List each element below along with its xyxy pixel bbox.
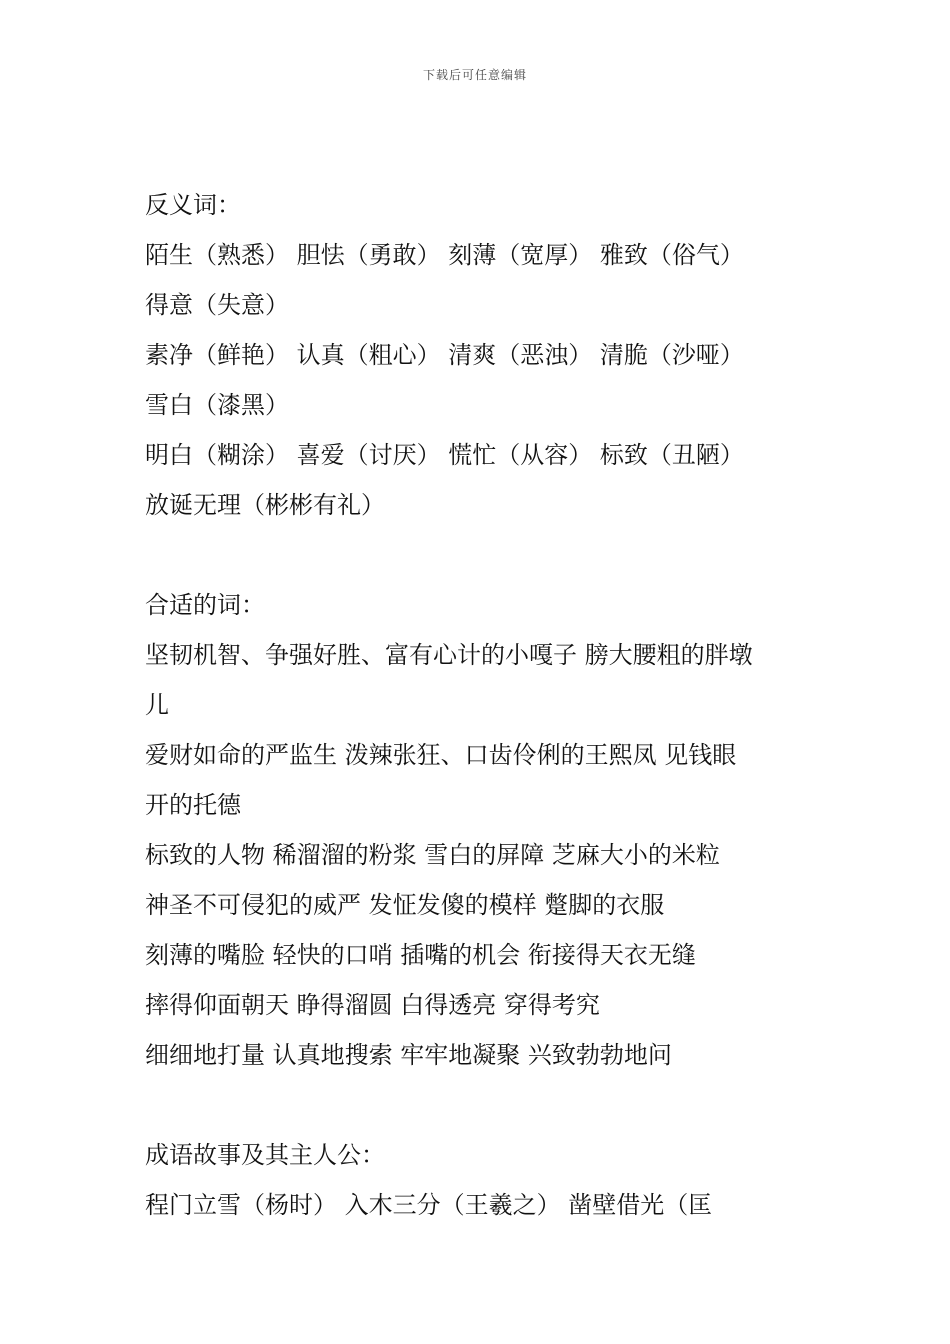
text-line: 神圣不可侵犯的威严 发怔发傻的模样 蹩脚的衣服: [145, 891, 665, 919]
text-line: 陌生（熟悉） 胆怯（勇敢） 刻薄（宽厚） 雅致（俗气）: [145, 241, 744, 269]
text-line: 刻薄的嘴脸 轻快的口哨 插嘴的机会 衔接得天衣无缝: [145, 941, 696, 969]
section-gap: [145, 1080, 815, 1130]
text-line: 得意（失意）: [145, 291, 289, 319]
text-line: 程门立雪（杨时） 入木三分（王羲之） 凿壁借光（匡: [145, 1191, 713, 1219]
page-header: 下载后可任意编辑: [422, 68, 527, 82]
section-idiom-stories: [145, 1130, 815, 1230]
section-title: 合适的词：: [145, 591, 265, 619]
text-line: 放诞无理（彬彬有礼）: [145, 491, 385, 519]
section-title: 反义词：: [145, 191, 241, 219]
text-line: 明白（糊涂） 喜爱（讨厌） 慌忙（从容） 标致（丑陋）: [145, 441, 744, 469]
text-line: 标致的人物 稀溜溜的粉浆 雪白的屏障 芝麻大小的米粒: [145, 841, 720, 869]
section-antonyms: [145, 180, 815, 530]
text-line: 素净（鲜艳） 认真（粗心） 清爽（恶浊） 清脆（沙哑）: [145, 341, 744, 369]
section-title: 成语故事及其主人公：: [145, 1141, 385, 1169]
text-line: 雪白（漆黑）: [145, 391, 289, 419]
section-suitable-words: [145, 580, 815, 1080]
text-line: 细细地打量 认真地搜索 牢牢地凝聚 兴致勃勃地问: [145, 1041, 672, 1069]
section-gap: [145, 530, 815, 580]
text-line: 开的托德: [145, 791, 241, 819]
text-line: 坚韧机智、争强好胜、富有心计的小嘎子 膀大腰粗的胖墩: [145, 641, 753, 669]
text-line: 儿: [145, 691, 169, 719]
text-line: 爱财如命的严监生 泼辣张狂、口齿伶俐的王熙凤 见钱眼: [145, 741, 737, 769]
document-body: [145, 180, 815, 1230]
text-line: 摔得仰面朝天 睁得溜圆 白得透亮 穿得考究: [145, 991, 600, 1019]
